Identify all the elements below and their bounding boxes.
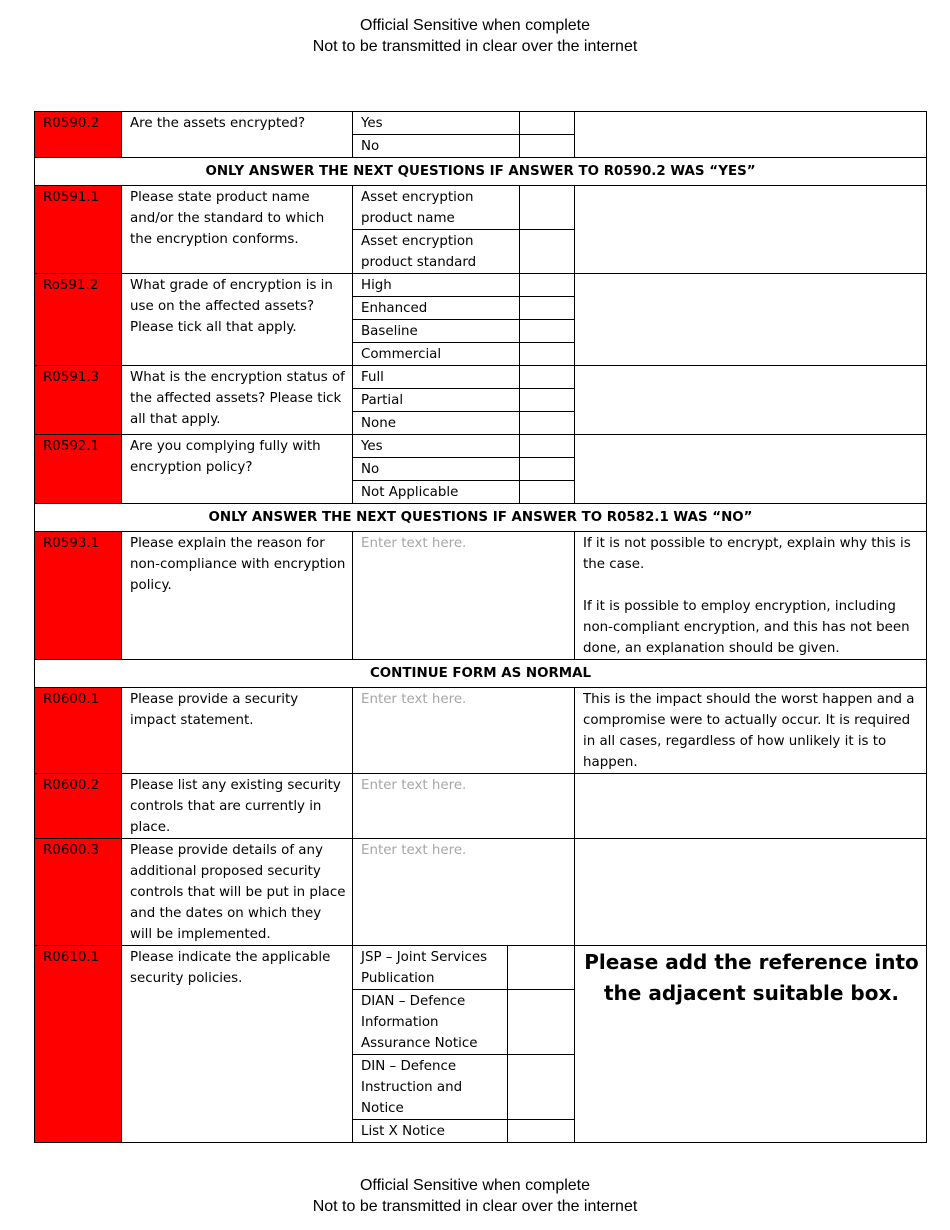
notes-cell[interactable]	[575, 435, 927, 504]
option-label: High	[353, 274, 520, 297]
answer-box[interactable]	[520, 389, 575, 412]
question-text: Are you complying fully with encryption policy?	[122, 435, 353, 504]
reference-box[interactable]	[508, 946, 575, 990]
reference-box[interactable]	[508, 1055, 575, 1120]
footer-banner	[0, 1175, 950, 1217]
transmission-line: Not to be transmitted in clear over the internet	[312, 38, 638, 55]
question-text: Please provide details of any additional proposed security controls that will be put in place and the dates on which they will be implemented.	[122, 839, 353, 946]
section-heading-row	[35, 504, 927, 532]
option-label: Asset encryption product name	[353, 186, 520, 230]
question-text: Please explain the reason for non-compliance with encryption policy.	[122, 532, 353, 660]
classification-line: Official Sensitive when complete	[359, 17, 591, 34]
answer-box[interactable]	[520, 343, 575, 366]
question-text: What is the encryption status of the affected assets? Please tick all that apply.	[122, 366, 353, 435]
option-label: Not Applicable	[353, 481, 520, 504]
question-row	[35, 688, 927, 774]
security-form-table	[34, 111, 927, 1143]
option-label: Partial	[353, 389, 520, 412]
section-heading-row	[35, 660, 927, 688]
answer-box[interactable]	[520, 320, 575, 343]
answer-box[interactable]	[520, 366, 575, 389]
question-ref: R0591.3	[35, 366, 122, 435]
option-label: No	[353, 135, 520, 158]
section-heading: ONLY ANSWER THE NEXT QUESTIONS IF ANSWER TO R0582.1 WAS “NO”	[35, 504, 927, 532]
text-entry-field[interactable]: Enter text here.	[353, 532, 575, 660]
question-ref: R0590.2	[35, 112, 122, 158]
question-row	[35, 274, 927, 297]
question-ref: Ro591.2	[35, 274, 122, 366]
answer-box[interactable]	[520, 481, 575, 504]
option-label: Asset encryption product standard	[353, 230, 520, 274]
notes-cell[interactable]	[575, 112, 927, 158]
question-row	[35, 186, 927, 230]
option-label: No	[353, 458, 520, 481]
option-label: DIAN – Defence Information Assurance Notice	[353, 990, 508, 1055]
question-row	[35, 946, 927, 990]
answer-box[interactable]	[520, 297, 575, 320]
option-label: Baseline	[353, 320, 520, 343]
question-text: Please provide a security impact statement.	[122, 688, 353, 774]
text-entry-field[interactable]: Enter text here.	[353, 839, 575, 946]
option-label: Yes	[353, 435, 520, 458]
reference-box[interactable]	[508, 990, 575, 1055]
instruction-note: Please add the reference into the adjacent suitable box.	[575, 946, 927, 1143]
question-ref: R0610.1	[35, 946, 122, 1143]
notes-cell[interactable]	[575, 366, 927, 435]
question-row	[35, 366, 927, 389]
notes-cell[interactable]	[575, 839, 927, 946]
question-ref: R0600.3	[35, 839, 122, 946]
option-label: None	[353, 412, 520, 435]
guidance-text: If it is possible to employ encryption, including non-compliant encryption, and this has not been done, an explanation should be given.	[583, 599, 910, 656]
section-heading: ONLY ANSWER THE NEXT QUESTIONS IF ANSWER TO R0590.2 WAS “YES”	[35, 158, 927, 186]
question-text: Please state product name and/or the standard to which the encryption conforms.	[122, 186, 353, 274]
answer-box[interactable]	[520, 458, 575, 481]
question-row	[35, 435, 927, 458]
question-ref: R0593.1	[35, 532, 122, 660]
notes-cell[interactable]	[575, 186, 927, 274]
option-label: Yes	[353, 112, 520, 135]
option-label: Enhanced	[353, 297, 520, 320]
transmission-line: Not to be transmitted in clear over the internet	[312, 1198, 638, 1215]
option-label: Full	[353, 366, 520, 389]
question-text: Please list any existing security controls that are currently in place.	[122, 774, 353, 839]
text-entry-field[interactable]: Enter text here.	[353, 688, 575, 774]
question-row	[35, 774, 927, 839]
option-label: JSP – Joint Services Publication	[353, 946, 508, 990]
section-heading: CONTINUE FORM AS NORMAL	[35, 660, 927, 688]
answer-box[interactable]	[520, 186, 575, 230]
classification-line: Official Sensitive when complete	[359, 1177, 591, 1194]
question-row	[35, 112, 927, 135]
question-row	[35, 839, 927, 946]
question-ref: R0591.1	[35, 186, 122, 274]
header-banner	[0, 15, 950, 57]
answer-box[interactable]	[520, 412, 575, 435]
option-label: Commercial	[353, 343, 520, 366]
question-text: Please indicate the applicable security policies.	[122, 946, 353, 1143]
question-ref: R0600.1	[35, 688, 122, 774]
answer-box[interactable]	[520, 274, 575, 297]
option-label: List X Notice	[353, 1120, 508, 1143]
guidance-cell	[575, 532, 927, 660]
guidance-text: This is the impact should the worst happen and a compromise were to actually occur. It is required in all cases, regardless of how unlikely it is to happen.	[575, 688, 927, 774]
answer-box[interactable]	[520, 435, 575, 458]
question-row	[35, 532, 927, 660]
question-text: Are the assets encrypted?	[122, 112, 353, 158]
question-ref: R0592.1	[35, 435, 122, 504]
answer-box[interactable]	[520, 112, 575, 135]
answer-box[interactable]	[520, 135, 575, 158]
option-label: DIN – Defence Instruction and Notice	[353, 1055, 508, 1120]
question-ref: R0600.2	[35, 774, 122, 839]
notes-cell[interactable]	[575, 774, 927, 839]
section-heading-row	[35, 158, 927, 186]
text-entry-field[interactable]: Enter text here.	[353, 774, 575, 839]
question-text: What grade of encryption is in use on the affected assets? Please tick all that apply.	[122, 274, 353, 366]
notes-cell[interactable]	[575, 274, 927, 366]
answer-box[interactable]	[520, 230, 575, 274]
reference-box[interactable]	[508, 1120, 575, 1143]
guidance-text: If it is not possible to encrypt, explain why this is the case.	[583, 536, 911, 572]
